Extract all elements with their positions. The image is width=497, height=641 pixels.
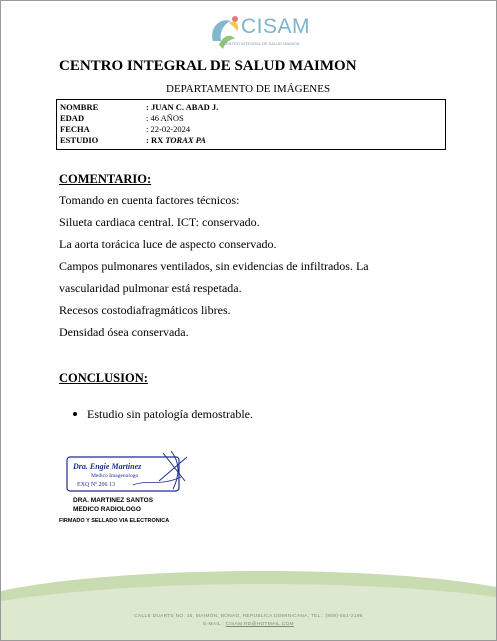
comentario-heading: COMENTARIO: (59, 172, 152, 186)
patient-value: : 46 AÑOS (146, 113, 184, 123)
patient-row-age (60, 113, 440, 124)
patient-row-date (60, 124, 440, 135)
comentario-line: La aorta torácica luce de aspecto conservado. (59, 237, 277, 251)
patient-label: FECHA (60, 124, 90, 134)
stamp-doctor-name: Dra. Engie Martinez (73, 462, 142, 471)
document-title: CENTRO INTEGRAL DE SALUD MAIMON (59, 58, 357, 74)
stamp-doctor-role: Medico Imagenologo (91, 473, 139, 479)
footer-email-link[interactable]: CISAM.RD@HOTMAIL.COM (225, 622, 294, 627)
study-name: TORAX PA (165, 135, 206, 145)
comentario-body (59, 189, 439, 343)
stamp-exequatur: EXQ Nº 206 13 (77, 482, 116, 488)
patient-info-box (56, 99, 446, 150)
department-title: DEPARTAMENTO DE IMÁGENES (166, 83, 331, 95)
footer-address: CALLE DUARTE NO. 15, MAIMÓN, BONAO, REPUBLICA DOMINICANA, TEL.: (809)-551-2196 (134, 614, 363, 619)
comentario-line: Densidad ósea conservada. (59, 325, 189, 339)
study-prefix: : RX (146, 135, 166, 145)
footer-email-line (1, 622, 496, 627)
patient-label: ESTUDIO (60, 135, 99, 145)
footer-wave-decoration (1, 561, 496, 641)
footer-email-label: E-MAIL : (203, 622, 226, 627)
patient-row-study (60, 135, 440, 146)
conclusion-item (73, 407, 253, 422)
doctor-name: DRA. MARTINEZ SANTOS (73, 497, 154, 504)
conclusion-item-text: Estudio sin patología demostrable. (87, 407, 253, 421)
patient-value: : 22-02-2024 (146, 124, 191, 134)
conclusion-heading: CONCLUSION: (59, 371, 148, 385)
patient-value (146, 135, 206, 146)
comentario-line: Recesos costodiafragmáticos libres. (59, 303, 231, 317)
comentario-line: Silueta cardiaca central. ICT: conservado. (59, 215, 260, 229)
logo-tagline: CENTRO INTEGRAL DE SALUD MAIMON (223, 41, 300, 46)
bullet-icon (73, 412, 77, 416)
doctor-title: MEDICO RADIOLOGO (73, 506, 141, 513)
comentario-line: vascularidad pulmonar está respetada. (59, 281, 242, 295)
comentario-line: Campos pulmonares ventilados, sin evidencias de infiltrados. La (59, 259, 369, 273)
patient-label: EDAD (60, 113, 85, 123)
signed-electronically-note: FIRMADO Y SELLADO VIA ELECTRONICA (59, 518, 170, 524)
logo-name: CISAM (241, 15, 311, 38)
patient-value: : JUAN C. ABAD J. (146, 102, 219, 112)
comentario-line: Tomando en cuenta factores técnicos: (59, 193, 240, 207)
patient-label: NOMBRE (60, 102, 99, 112)
patient-row-name (60, 102, 440, 113)
